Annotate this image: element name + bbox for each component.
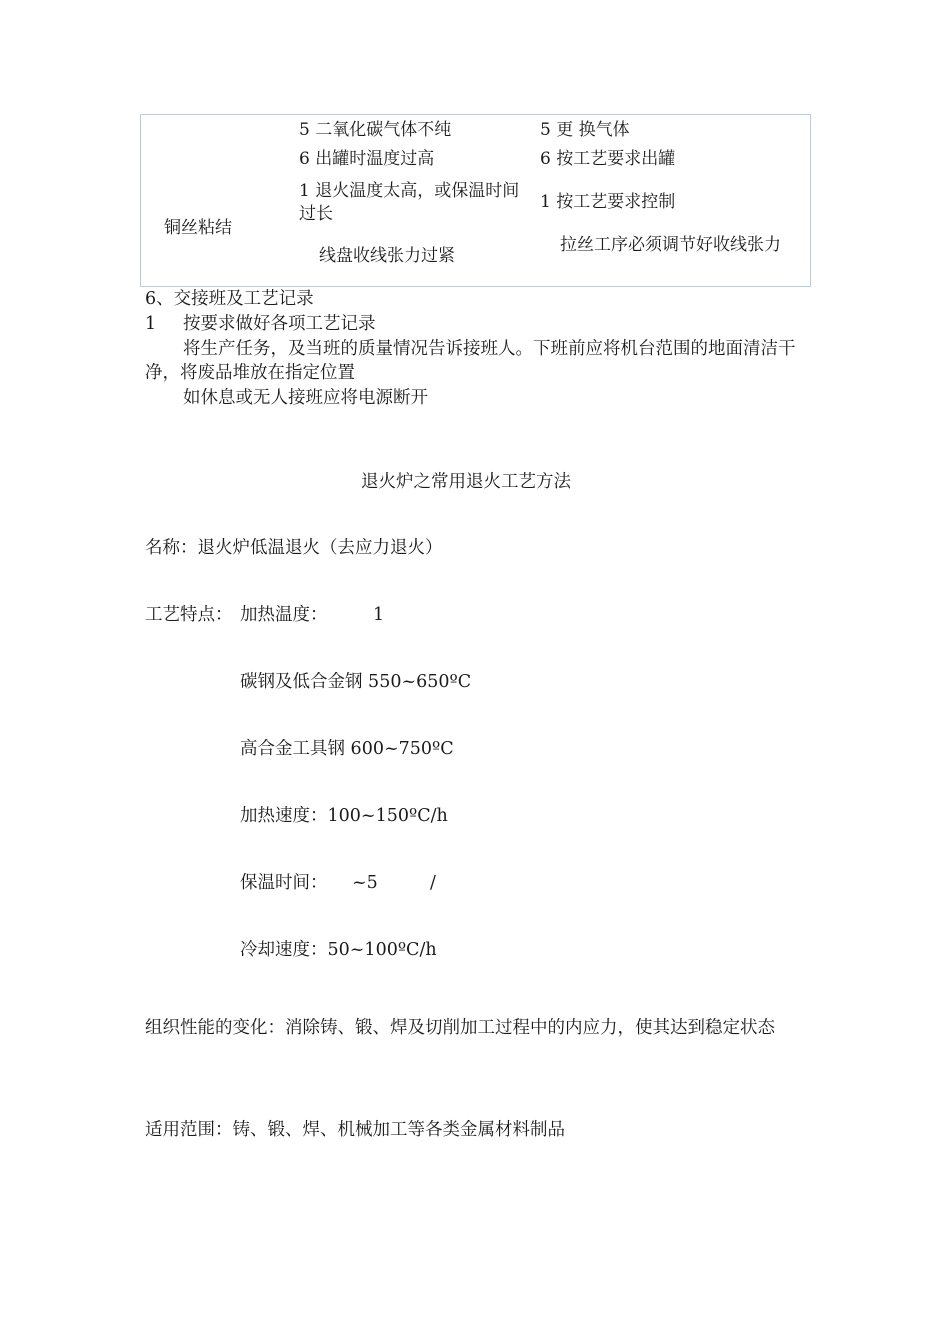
holding-time-label: 保温时间： — [240, 873, 328, 893]
heating-speed-line: 加热速度：100~150ºC/h — [240, 806, 448, 826]
action-row-2: 6 按工艺要求出罐 — [540, 149, 676, 169]
handover-item1-number: 1 — [145, 314, 157, 334]
section-title: 退火炉之常用退火工艺方法 — [361, 472, 571, 492]
high-alloy-line: 高合金工具钢 600~750ºC — [240, 739, 454, 759]
cause-row-4: 线盘收线张力过紧 — [319, 246, 455, 266]
action-row-4: 拉丝工序必须调节好收线张力 — [560, 235, 781, 255]
holding-time-slash: / — [430, 873, 436, 893]
name-line: 名称：退火炉低温退火（去应力退火） — [145, 538, 443, 558]
carbon-steel-line: 碳钢及低合金钢 550~650ºC — [240, 672, 472, 692]
cooling-speed-line: 冷却速度：50~100ºC/h — [240, 940, 437, 960]
holding-time-value: ~5 — [352, 873, 378, 893]
handover-paragraph-3: 如休息或无人接班应将电源断开 — [183, 388, 428, 408]
structure-change-paragraph: 组织性能的变化：消除铸、锻、焊及切削加工过程中的内应力，使其达到稳定状态 — [145, 1018, 775, 1038]
action-row-3: 1 按工艺要求控制 — [540, 192, 676, 212]
cause-row-1: 5 二氧化碳气体不纯 — [299, 120, 452, 140]
cause-row-3: 1 退火温度太高，或保温时间过长 — [299, 181, 520, 224]
defect-name: 铜丝粘结 — [164, 218, 232, 238]
heating-temp-label: 加热温度： — [240, 605, 328, 625]
cause-row-2: 6 出罐时温度过高 — [299, 149, 435, 169]
heating-temp-value: 1 — [373, 605, 385, 625]
action-row-1: 5 更 换气体 — [540, 120, 630, 140]
features-label: 工艺特点： — [145, 605, 233, 625]
handover-title: 6、交接班及工艺记录 — [145, 289, 314, 309]
defect-table — [140, 114, 811, 287]
scope-line: 适用范围：铸、锻、焊、机械加工等各类金属材料制品 — [145, 1120, 565, 1140]
handover-paragraph-2: 将生产任务，及当班的质量情况告诉接班人。下班前应将机台范围的地面清洁干净，将废品堆放在指定位置 — [145, 339, 796, 383]
handover-item1-text: 按要求做好各项工艺记录 — [183, 314, 376, 334]
